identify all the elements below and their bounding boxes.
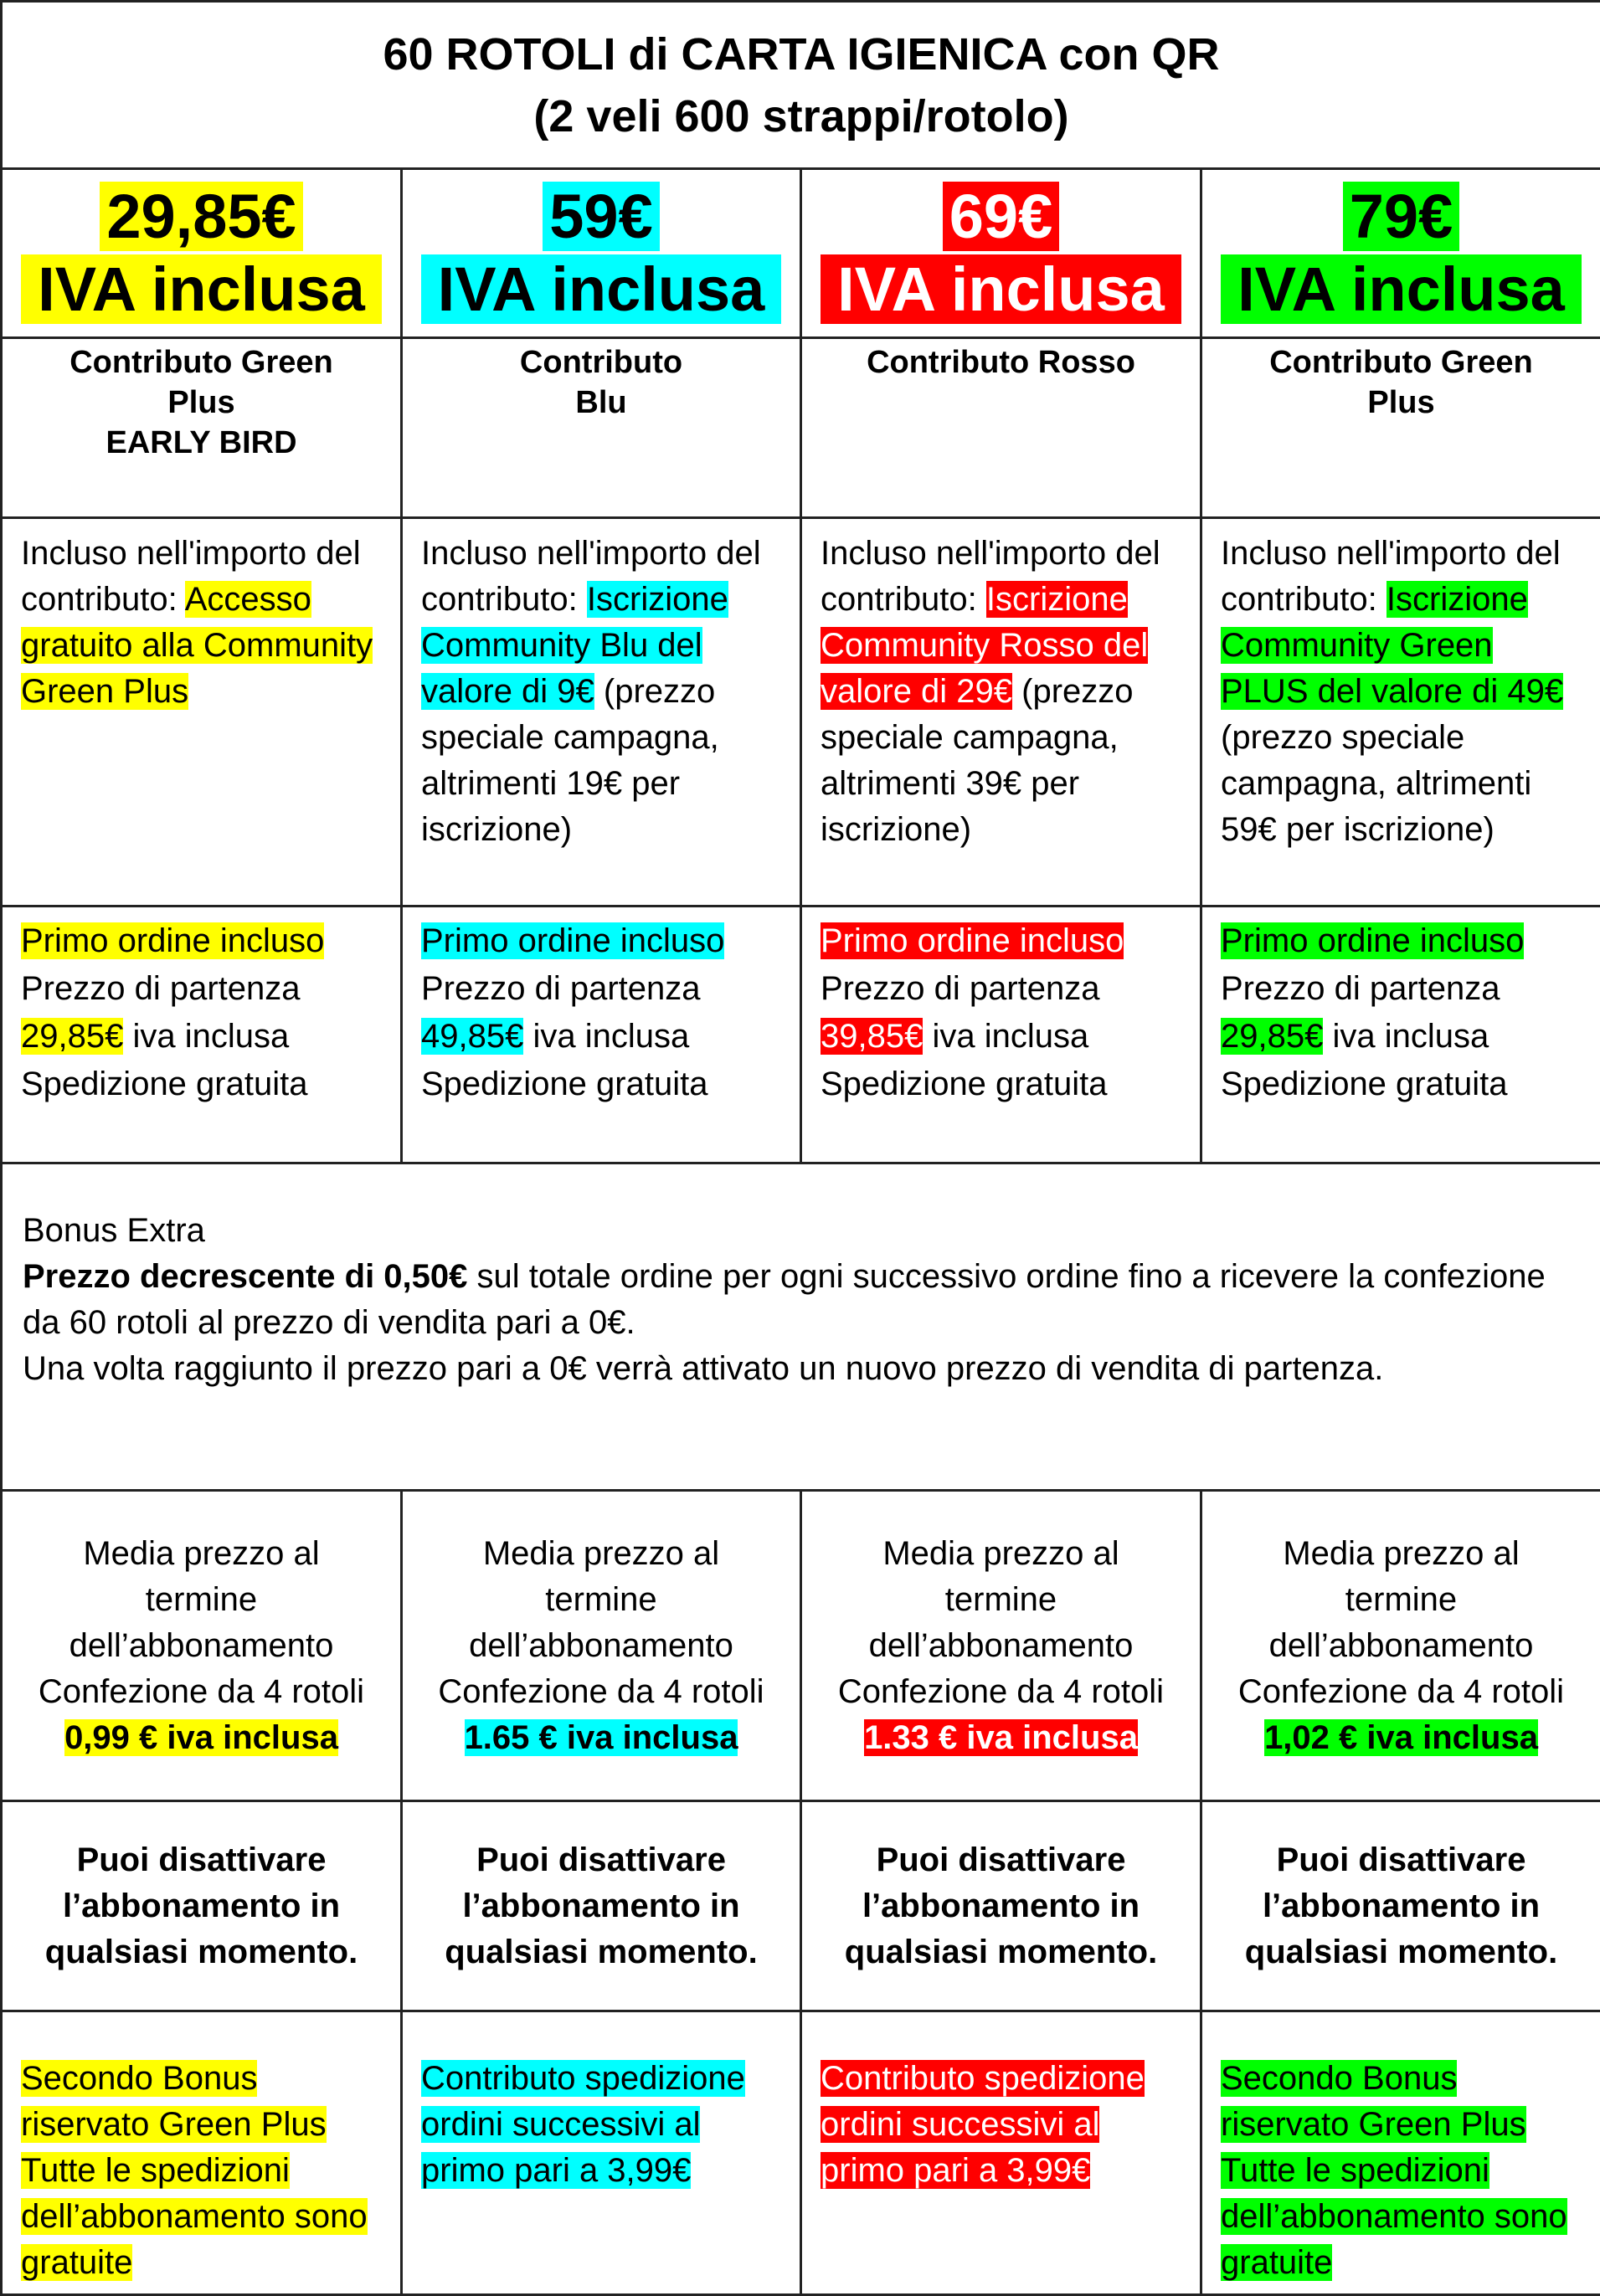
cancel-note-1 xyxy=(2,1801,402,2011)
start-price-value: 39,85€ xyxy=(821,1018,923,1055)
average-price: 1.33 € iva inclusa xyxy=(864,1718,1138,1756)
average-label: termine xyxy=(545,1580,657,1618)
average-price: 1.65 € iva inclusa xyxy=(464,1718,738,1756)
bonus-text-2: Una volta raggiunto il prezzo pari a 0€ verrà attivato un nuovo prezzo di vendita di partenza. xyxy=(23,1350,1384,1387)
price-cell-3 xyxy=(801,169,1201,338)
plan-price: 29,85€ xyxy=(100,182,302,251)
bonus-bold: Prezzo decrescente di 0,50€ xyxy=(23,1258,468,1295)
average-label: Confezione da 4 rotoli xyxy=(1237,1672,1565,1710)
description-intro: Incluso nell'importo del contributo: xyxy=(21,535,361,618)
plan-name-line: Contributo Green xyxy=(1269,345,1533,380)
average-label: Media prezzo al xyxy=(482,1534,720,1572)
first-order-cell-1 xyxy=(2,907,402,1163)
description-highlight: Accesso gratuito alla Community Green Plus xyxy=(21,581,373,710)
cancel-text: Puoi disattivare l’abbonamento in qualsiasi momento. xyxy=(844,1841,1158,1970)
average-label: Media prezzo al xyxy=(1283,1534,1520,1572)
plan-iva-label: IVA inclusa xyxy=(421,254,782,324)
extra-note-4 xyxy=(1201,2011,1600,2295)
cancel-text: Puoi disattivare l’abbonamento in qualsiasi momento. xyxy=(445,1841,758,1970)
first-order-highlight: Primo ordine incluso xyxy=(1221,922,1525,959)
description-rest: (prezzo speciale campagna, altrimenti 59€ per iscrizione) xyxy=(1221,719,1532,848)
average-label: Confezione da 4 rotoli xyxy=(837,1672,1165,1710)
description-highlight: Iscrizione Community Green PLUS del valore di 49€ xyxy=(1221,581,1564,710)
extra-note-text: Contributo spedizione ordini successivi al primo pari a 3,99€ xyxy=(421,2060,745,2189)
plan-name-line: Blu xyxy=(575,385,627,420)
average-price-cell-2 xyxy=(402,1491,801,1801)
plan-description-3 xyxy=(801,518,1201,907)
average-price-cell-4 xyxy=(1201,1491,1600,1801)
plan-name-cell-4 xyxy=(1201,338,1600,518)
plan-iva-label: IVA inclusa xyxy=(1221,254,1582,324)
description-highlight: Iscrizione Community Blu del valore di 9€ xyxy=(421,581,728,710)
cancel-text: Puoi disattivare l’abbonamento in qualsiasi momento. xyxy=(44,1841,358,1970)
plan-description-1 xyxy=(2,518,402,907)
cancel-note-3 xyxy=(801,1801,1201,2011)
average-label: dell’abbonamento xyxy=(69,1626,334,1664)
price-cell-1 xyxy=(2,169,402,338)
bonus-text: sul totale ordine per ogni successivo ordine fino a ricevere la confezione da 60 rotoli al prezzo di vendita pari a 0€. xyxy=(23,1258,1546,1341)
plan-name-line: Contributo Green xyxy=(69,345,333,380)
first-order-highlight: Primo ordine incluso xyxy=(821,922,1124,959)
average-label: Confezione da 4 rotoli xyxy=(438,1672,764,1710)
page-title: 60 ROTOLI di CARTA IGIENICA con QR xyxy=(383,28,1220,80)
first-order-cell-3 xyxy=(801,907,1201,1163)
average-label: Confezione da 4 rotoli xyxy=(38,1672,365,1710)
start-price-label: Prezzo di partenza xyxy=(421,970,701,1007)
first-order-cell-2 xyxy=(402,907,801,1163)
average-price-cell-3 xyxy=(801,1491,1201,1801)
start-price-value: 29,85€ xyxy=(1221,1018,1324,1055)
start-price-value: 29,85€ xyxy=(21,1018,124,1055)
extra-note-text: Secondo Bonus riservato Green Plus Tutte le spedizioni dell’abbonamento sono gratuite xyxy=(1221,2060,1567,2281)
plan-iva-label: IVA inclusa xyxy=(21,254,382,324)
extra-note-text: Contributo spedizione ordini successivi al primo pari a 3,99€ xyxy=(821,2060,1145,2189)
bonus-heading: Bonus Extra xyxy=(23,1212,205,1249)
plan-name-line: Plus xyxy=(1367,385,1435,420)
page-subtitle: (2 veli 600 strappi/rotolo) xyxy=(533,90,1069,141)
plan-name-cell-2 xyxy=(402,338,801,518)
shipping-label: Spedizione gratuita xyxy=(1221,1066,1508,1102)
plan-name-line: Plus xyxy=(167,385,235,420)
cancel-note-4 xyxy=(1201,1801,1600,2011)
first-order-cell-4 xyxy=(1201,907,1600,1163)
plan-price: 69€ xyxy=(943,182,1059,251)
plan-name-cell-1 xyxy=(2,338,402,518)
cancel-note-2 xyxy=(402,1801,801,2011)
start-price-iva: iva inclusa xyxy=(123,1018,290,1055)
average-label: termine xyxy=(145,1580,258,1618)
average-label: Media prezzo al xyxy=(83,1534,320,1572)
description-highlight: Iscrizione Community Rosso del valore di 29€ xyxy=(821,581,1149,710)
first-order-highlight: Primo ordine incluso xyxy=(421,922,725,959)
description-rest: (prezzo speciale campagna, altrimenti 19€ per iscrizione) xyxy=(421,673,719,848)
average-label: termine xyxy=(1345,1580,1458,1618)
average-price: 1,02 € iva inclusa xyxy=(1264,1718,1538,1756)
extra-note-3 xyxy=(801,2011,1201,2295)
plan-description-4 xyxy=(1201,518,1600,907)
average-label: dell’abbonamento xyxy=(469,1626,733,1664)
start-price-iva: iva inclusa xyxy=(523,1018,690,1055)
price-cell-2 xyxy=(402,169,801,338)
shipping-label: Spedizione gratuita xyxy=(421,1066,708,1102)
description-intro: Incluso nell'importo del contributo: xyxy=(421,535,761,618)
average-price: 0,99 € iva inclusa xyxy=(64,1718,338,1756)
extra-note-text: Secondo Bonus riservato Green Plus Tutte le spedizioni dell’abbonamento sono gratuite xyxy=(21,2060,368,2281)
start-price-label: Prezzo di partenza xyxy=(821,970,1100,1007)
description-intro: Incluso nell'importo del contributo: xyxy=(1221,535,1561,618)
extra-note-2 xyxy=(402,2011,801,2295)
plan-iva-label: IVA inclusa xyxy=(821,254,1181,324)
bonus-extra-cell xyxy=(2,1163,1600,1491)
average-label: dell’abbonamento xyxy=(1268,1626,1534,1664)
average-label: dell’abbonamento xyxy=(868,1626,1134,1664)
shipping-label: Spedizione gratuita xyxy=(821,1066,1108,1102)
description-intro: Incluso nell'importo del contributo: xyxy=(821,535,1160,618)
plan-name-line: EARLY BIRD xyxy=(105,425,297,460)
start-price-iva: iva inclusa xyxy=(923,1018,1089,1055)
description-rest: (prezzo speciale campagna, altrimenti 39€ per iscrizione) xyxy=(821,673,1134,848)
shipping-label: Spedizione gratuita xyxy=(21,1066,308,1102)
start-price-value: 49,85€ xyxy=(421,1018,524,1055)
cancel-text: Puoi disattivare l’abbonamento in qualsiasi momento. xyxy=(1244,1841,1558,1970)
average-price-cell-1 xyxy=(2,1491,402,1801)
price-cell-4 xyxy=(1201,169,1600,338)
start-price-label: Prezzo di partenza xyxy=(21,970,301,1007)
plan-price: 79€ xyxy=(1343,182,1459,251)
first-order-highlight: Primo ordine incluso xyxy=(21,922,325,959)
extra-note-1 xyxy=(2,2011,402,2295)
start-price-label: Prezzo di partenza xyxy=(1221,970,1500,1007)
title-cell xyxy=(2,2,1600,169)
average-label: Media prezzo al xyxy=(882,1534,1119,1572)
plan-name-line: Contributo Rosso xyxy=(867,345,1135,380)
start-price-iva: iva inclusa xyxy=(1323,1018,1489,1055)
plan-name-line: Contributo xyxy=(519,345,683,380)
average-label: termine xyxy=(944,1580,1057,1618)
plan-price: 59€ xyxy=(543,182,659,251)
plan-name-cell-3 xyxy=(801,338,1201,518)
plan-description-2 xyxy=(402,518,801,907)
